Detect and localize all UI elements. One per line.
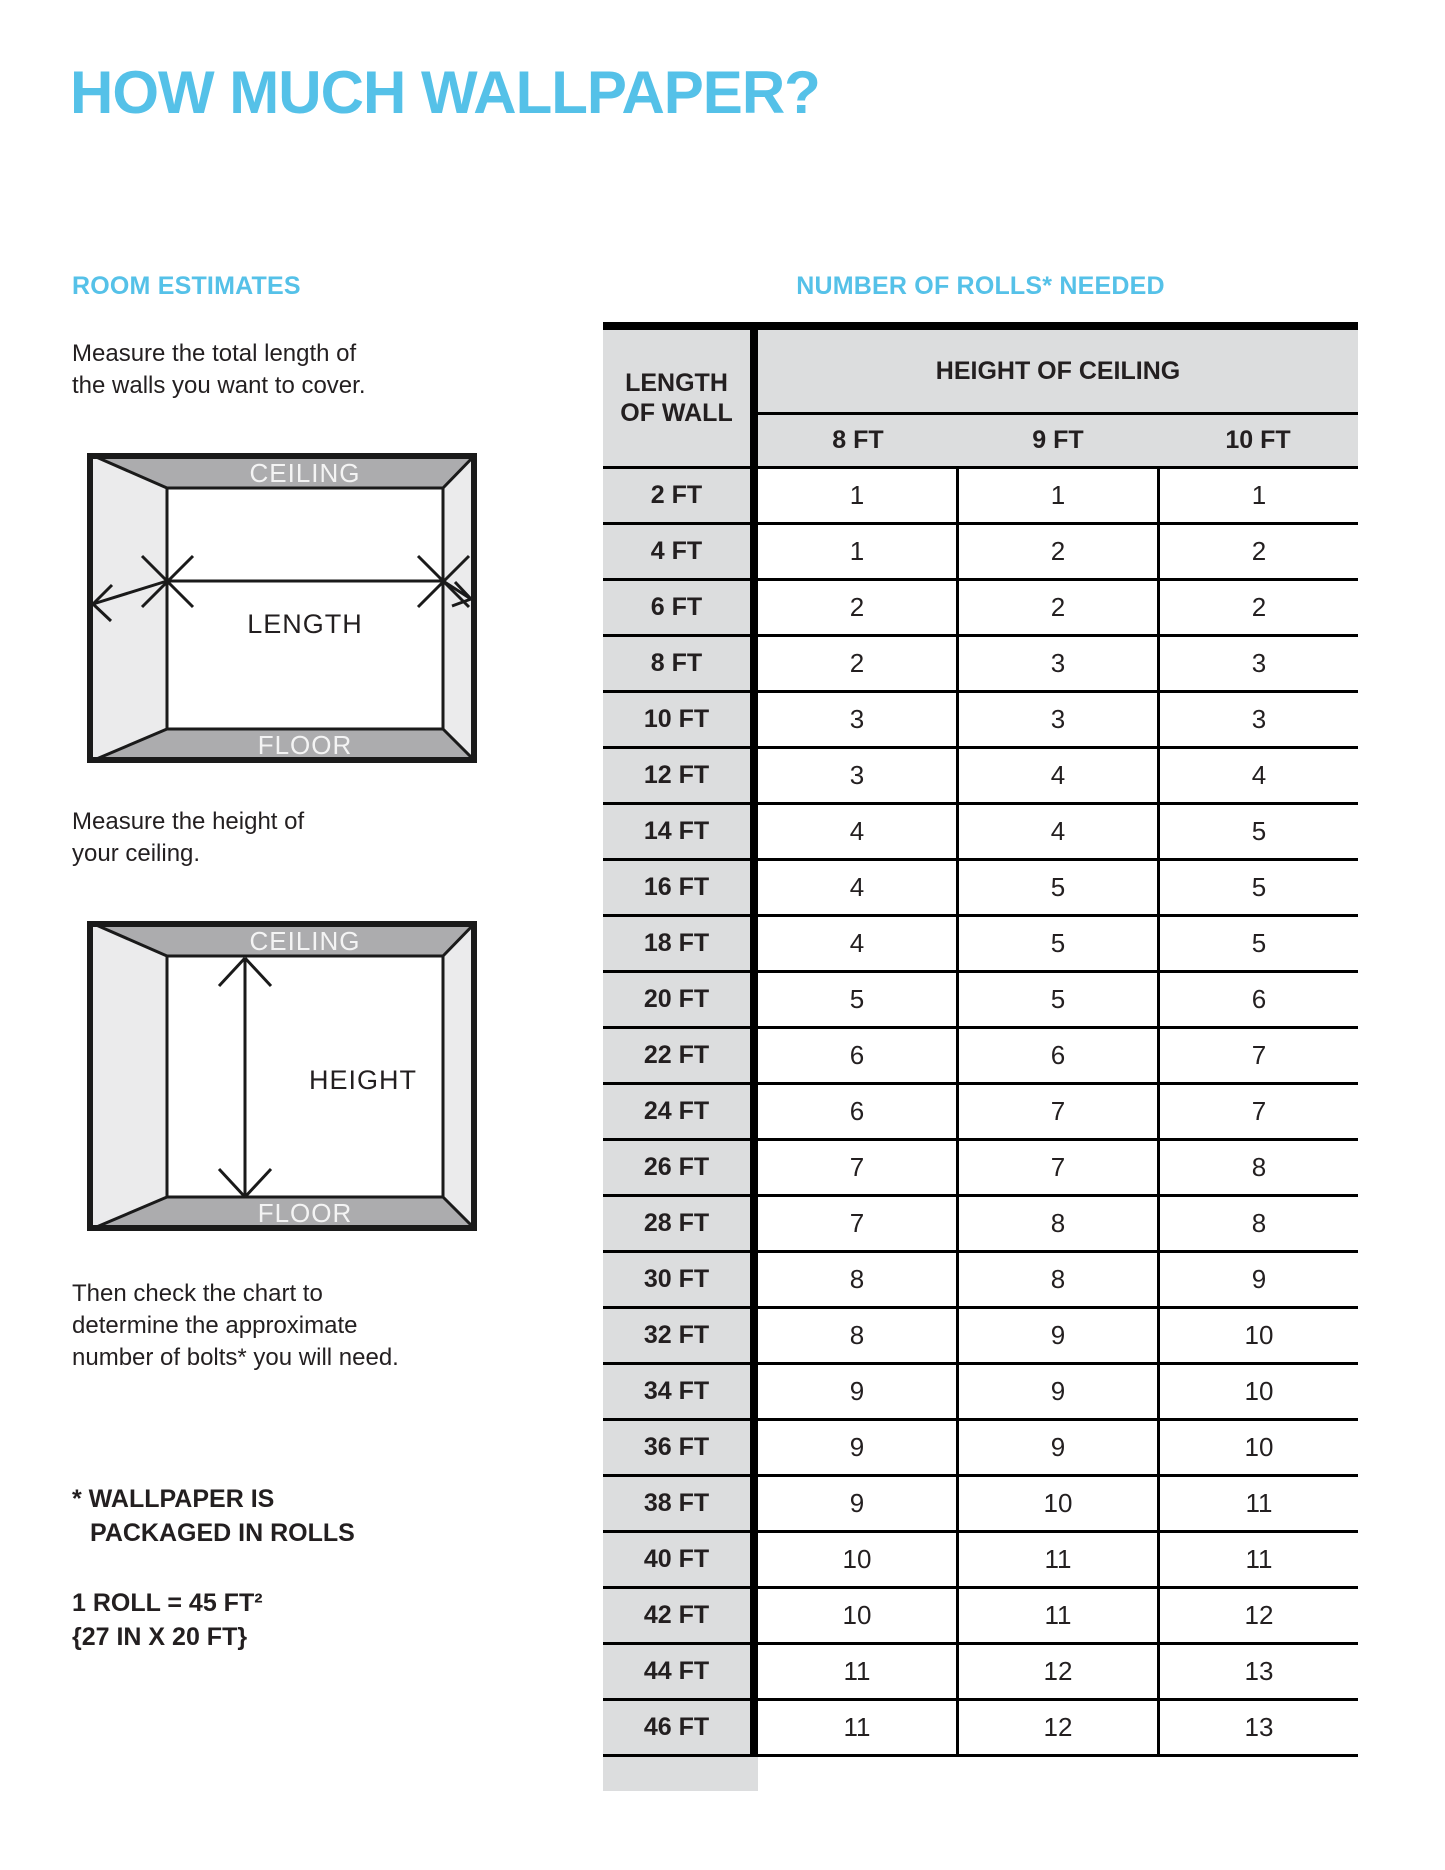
cell-value: 9 [758,1365,956,1418]
cell-value: 11 [1157,1533,1358,1586]
table-header [603,330,1358,466]
cell-value: 6 [758,1085,956,1138]
cell-value: 5 [758,973,956,1026]
row-label: 4 FT [603,525,758,578]
table-row [603,1586,1358,1642]
column-subheaders [758,415,1358,466]
cell-value: 1 [1157,469,1358,522]
row-label: 8 FT [603,637,758,690]
row-label: 6 FT [603,581,758,634]
table-row [603,1530,1358,1586]
cell-value: 3 [758,693,956,746]
cell-value: 8 [758,1309,956,1362]
row-label: 44 FT [603,1645,758,1698]
cell-value: 5 [1157,917,1358,970]
height-label: HEIGHT [309,1065,418,1095]
cell-value: 5 [956,917,1157,970]
table-row [603,1194,1358,1250]
cell-value: 10 [1157,1365,1358,1418]
row-label: 30 FT [603,1253,758,1306]
cell-value: 3 [1157,693,1358,746]
ceiling-label: CEILING [249,926,361,956]
row-label: 38 FT [603,1477,758,1530]
cell-value: 7 [758,1141,956,1194]
cell-value: 4 [758,917,956,970]
cell-value: 7 [758,1197,956,1250]
table-row [603,1250,1358,1306]
cell-value: 11 [758,1645,956,1698]
cell-value: 2 [758,637,956,690]
cell-value: 10 [1157,1309,1358,1362]
cell-value: 12 [956,1645,1157,1698]
cell-value: 4 [758,861,956,914]
room-diagram-length [87,453,477,763]
cell-value: 10 [1157,1421,1358,1474]
table-row [603,858,1358,914]
row-label: 26 FT [603,1141,758,1194]
table-row [603,914,1358,970]
cell-value: 12 [1157,1589,1358,1642]
table-row [603,634,1358,690]
wallpaper-rolls-footnote-line2: PACKAGED IN ROLLS [90,1519,355,1547]
cell-value: 3 [956,637,1157,690]
row-label: 14 FT [603,805,758,858]
instruction-step-3-line1: Then check the chart to [72,1280,323,1307]
cell-value: 2 [1157,581,1358,634]
instruction-step-2 [72,806,304,870]
floor-label: FLOOR [257,730,353,760]
table-row [603,1082,1358,1138]
cell-value: 5 [1157,805,1358,858]
cell-value: 10 [956,1477,1157,1530]
wallpaper-rolls-footnote [72,1482,355,1550]
col-group-header-height-of-ceiling: HEIGHT OF CEILING [758,330,1358,415]
cell-value: 4 [956,805,1157,858]
cell-value: 9 [956,1365,1157,1418]
instruction-step-1 [72,338,365,402]
cell-value: 6 [758,1029,956,1082]
table-row [603,690,1358,746]
cell-value: 13 [1157,1701,1358,1754]
ceiling-label: CEILING [249,458,361,488]
cell-value: 5 [956,861,1157,914]
cell-value: 4 [1157,749,1358,802]
row-label: 2 FT [603,469,758,522]
instruction-step-3 [72,1278,399,1374]
row-label: 28 FT [603,1197,758,1250]
row-label: 10 FT [603,693,758,746]
rolls-needed-table [603,322,1358,1791]
row-label: 40 FT [603,1533,758,1586]
table-footer-strip [603,1757,758,1791]
cell-value: 1 [758,525,956,578]
table-row [603,1138,1358,1194]
cell-value: 4 [758,805,956,858]
row-group-header-line2: OF WALL [620,399,733,427]
row-label: 42 FT [603,1589,758,1642]
table-row [603,1418,1358,1474]
row-label: 22 FT [603,1029,758,1082]
table-body [603,466,1358,1757]
instruction-step-3-line2: determine the approximate [72,1312,358,1339]
cell-value: 7 [1157,1029,1358,1082]
cell-value: 11 [956,1589,1157,1642]
cell-value: 9 [758,1421,956,1474]
table-row [603,578,1358,634]
cell-value: 8 [1157,1141,1358,1194]
page-title: HOW MUCH WALLPAPER? [70,59,820,126]
table-top-bar [603,322,1358,330]
cell-value: 9 [758,1477,956,1530]
cell-value: 2 [758,581,956,634]
row-group-header-line1: LENGTH [625,369,728,397]
instruction-step-2-line2: your ceiling. [72,840,201,867]
table-row [603,1306,1358,1362]
table-row [603,970,1358,1026]
cell-value: 5 [1157,861,1358,914]
section-heading-number-of-rolls: NUMBER OF ROLLS* NEEDED [796,272,1165,300]
col-header-10ft: 10 FT [1225,426,1291,454]
cell-value: 9 [956,1421,1157,1474]
cell-value: 1 [956,469,1157,522]
cell-value: 9 [956,1309,1157,1362]
cell-value: 3 [956,693,1157,746]
length-label: LENGTH [247,609,363,639]
col-header-8ft: 8 FT [832,426,884,454]
table-row [603,1474,1358,1530]
cell-value: 5 [956,973,1157,1026]
left-wall-surface [87,921,167,1231]
instruction-step-1-line1: Measure the total length of [72,340,357,367]
table-row [603,746,1358,802]
cell-value: 8 [1157,1197,1358,1250]
row-label: 46 FT [603,1701,758,1754]
roll-size-note [72,1586,263,1654]
cell-value: 10 [758,1589,956,1642]
row-label: 24 FT [603,1085,758,1138]
row-group-header-length-of-wall [603,330,758,466]
cell-value: 9 [1157,1253,1358,1306]
cell-value: 2 [956,525,1157,578]
cell-value: 8 [758,1253,956,1306]
table-row [603,1698,1358,1754]
cell-value: 3 [758,749,956,802]
cell-value: 7 [956,1085,1157,1138]
cell-value: 6 [956,1029,1157,1082]
table-row [603,522,1358,578]
cell-value: 2 [956,581,1157,634]
instruction-step-1-line2: the walls you want to cover. [72,372,366,399]
section-heading-room-estimates: ROOM ESTIMATES [72,272,301,300]
table-row [603,466,1358,522]
roll-size-note-line2: {27 IN X 20 FT} [72,1623,248,1651]
roll-size-note-line1: 1 ROLL = 45 FT² [72,1589,263,1617]
cell-value: 11 [956,1533,1157,1586]
cell-value: 13 [1157,1645,1358,1698]
row-label: 16 FT [603,861,758,914]
cell-value: 8 [956,1197,1157,1250]
instruction-step-3-line3: number of bolts* you will need. [72,1344,399,1371]
row-label: 12 FT [603,749,758,802]
floor-label: FLOOR [257,1198,353,1228]
cell-value: 3 [1157,637,1358,690]
cell-value: 6 [1157,973,1358,1026]
cell-value: 4 [956,749,1157,802]
cell-value: 11 [1157,1477,1358,1530]
cell-value: 7 [956,1141,1157,1194]
cell-value: 10 [758,1533,956,1586]
instruction-step-2-line1: Measure the height of [72,808,305,835]
cell-value: 12 [956,1701,1157,1754]
cell-value: 8 [956,1253,1157,1306]
cell-value: 1 [758,469,956,522]
table-row [603,1362,1358,1418]
col-header-9ft: 9 FT [1032,426,1084,454]
row-label: 20 FT [603,973,758,1026]
column-headers [758,330,1358,466]
table-row [603,1642,1358,1698]
table-row [603,1026,1358,1082]
row-label: 18 FT [603,917,758,970]
room-diagram-height [87,921,477,1231]
row-label: 32 FT [603,1309,758,1362]
row-label: 34 FT [603,1365,758,1418]
row-label: 36 FT [603,1421,758,1474]
cell-value: 7 [1157,1085,1358,1138]
wallpaper-rolls-footnote-line1: * WALLPAPER IS [72,1485,275,1513]
cell-value: 2 [1157,525,1358,578]
table-row [603,802,1358,858]
cell-value: 11 [758,1701,956,1754]
